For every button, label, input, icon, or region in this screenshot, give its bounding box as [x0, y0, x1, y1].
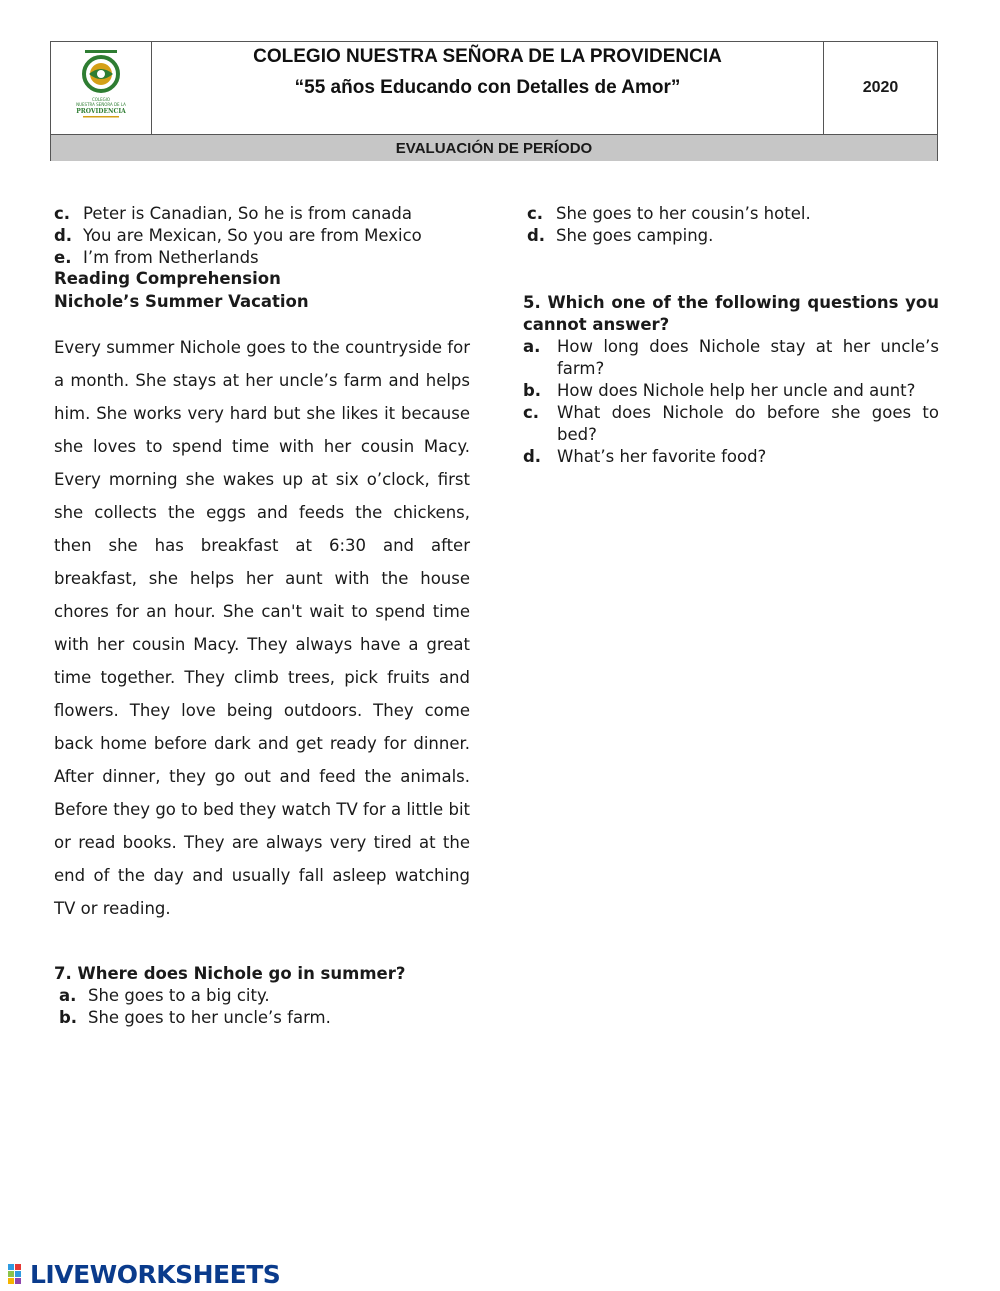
option-letter: b.	[523, 381, 542, 400]
option-letter: d.	[54, 226, 73, 245]
section-title: Reading Comprehension	[54, 269, 281, 288]
logo-text-3: PROVIDENCIA	[76, 108, 126, 115]
option-item	[527, 203, 939, 225]
option-letter: c.	[523, 403, 540, 422]
option-item	[523, 336, 939, 380]
option-text: I’m from Netherlands	[83, 248, 259, 267]
left-top-options	[54, 203, 474, 314]
option-letter: a.	[523, 337, 541, 356]
option-item	[523, 446, 939, 468]
option-text: How long does Nichole stay at her uncle’s farm?	[557, 337, 939, 378]
liveworksheets-wordmark: LIVEWORKSHEETS	[30, 1259, 281, 1289]
option-text: Peter is Canadian, So he is from canada	[83, 204, 412, 223]
question-5	[523, 292, 939, 468]
title-cell	[152, 42, 824, 134]
question-7	[54, 963, 474, 1029]
option-text: How does Nichole help her uncle and aunt?	[557, 381, 916, 400]
question-5-text: 5. Which one of the following questions you cannot answer?	[523, 293, 939, 334]
story-title: Nichole’s Summer Vacation	[54, 292, 309, 311]
logo-text-1: COLEGIO	[91, 97, 111, 102]
option-letter: b.	[59, 1008, 78, 1027]
option-item	[527, 225, 939, 247]
option-letter: d.	[527, 226, 546, 245]
option-text: You are Mexican, So you are from Mexico	[83, 226, 422, 245]
option-item	[523, 380, 939, 402]
option-text: What’s her favorite food?	[557, 447, 767, 466]
option-text: She goes camping.	[556, 226, 714, 245]
option-text: She goes to her cousin’s hotel.	[556, 204, 811, 223]
option-letter: c.	[527, 204, 544, 223]
option-item	[54, 247, 474, 268]
option-letter: c.	[54, 204, 71, 223]
year-label: 2020	[862, 79, 899, 96]
school-name: COLEGIO NUESTRA SEÑORA DE LA PROVIDENCIA	[253, 46, 722, 67]
option-item	[54, 203, 474, 225]
story-paragraph: Every summer Nichole goes to the countryside for a month. She stays at her uncle’s farm and helps him. She works very hard but she likes it because she loves to spend time with her cousin Macy. Every morning she wakes up at six o’clock, first she collects the eggs and feeds the chickens, then she has breakfast at 6:30 and after breakfast, she helps her aunt with the house chores for an hour. She can't wait to spend time with her cousin Macy. They always have a great time together. They climb trees, pick fruits and flowers. They love being outdoors. They come back home before dark and get ready for dinner. After dinner, they go out and feed the animals. Before they go to bed they watch TV for a little bit or read books. They are always very tired at the end of the day and usually fall asleep watching TV or reading.	[54, 338, 470, 918]
liveworksheets-brand[interactable]	[8, 1258, 280, 1290]
question-7-text: 7. Where does Nichole go in summer?	[54, 964, 406, 983]
school-motto: “55 años Educando con Detalles de Amor”	[294, 77, 681, 98]
school-logo	[51, 42, 152, 134]
right-top-options	[527, 203, 939, 247]
option-text: She goes to a big city.	[88, 986, 270, 1005]
logo-cell	[51, 42, 152, 134]
option-letter: d.	[523, 447, 542, 466]
option-letter: a.	[59, 986, 77, 1005]
evaluation-title: EVALUACIÓN DE PERÍODO	[51, 134, 937, 161]
option-item	[54, 225, 474, 247]
option-item	[523, 402, 939, 446]
liveworksheets-logo-icon	[8, 1262, 30, 1286]
option-item	[54, 1007, 474, 1029]
option-text: She goes to her uncle’s farm.	[88, 1008, 331, 1027]
option-letter: e.	[54, 248, 72, 267]
option-text: What does Nichole do before she goes to bed?	[557, 403, 939, 444]
document-header	[50, 41, 938, 161]
logo-text-2: NUESTRA SEÑORA DE LA	[76, 102, 126, 107]
option-item	[54, 985, 474, 1007]
